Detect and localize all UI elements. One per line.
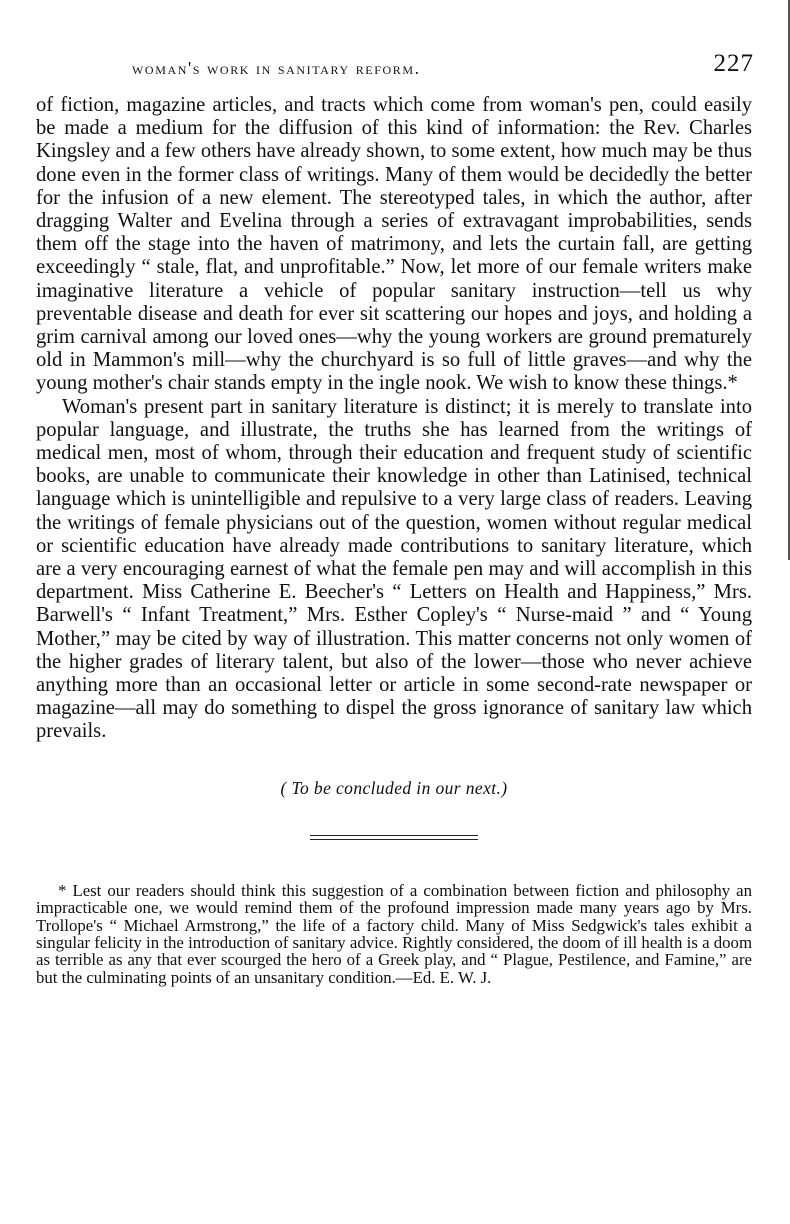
article-body — [36, 94, 752, 744]
paragraph-2: Woman's present part in sanitary literature is distinct; it is merely to translate into popular language, and illustrate, the truths she has learned from the writings of medical men, most of whom, through their education and frequent study of scientific books, are unable to communicate their knowledge in other than Latinised, technical language which is unintelligible and repulsive to a very large class of readers. Leaving the writings of female physicians out of the question, women without regular medical or scientific education have already made contributions to sanitary literature, which are a very encouraging earnest of what the female pen may and will accomplish in this department. Miss Catherine E. Beecher's “ Letters on Health and Happiness,” Mrs. Barwell's “ Infant Treatment,” Mrs. Esther Copley's “ Nurse-maid ” and “ Young Mother,” may be cited by way of illustration. This matter concerns not only women of the higher grades of literary talent, but also of the lower—those who never achieve anything more than an occasional letter or article in some second-rate newspaper or magazine—all may do something to dispel the gross ignorance of sanitary law which prevails. — [36, 395, 752, 743]
running-title: woman's work in sanitary reform. — [132, 58, 421, 78]
divider-line-bottom — [310, 839, 478, 840]
section-divider — [310, 835, 478, 840]
page — [36, 50, 752, 1003]
footnote: * Lest our readers should think this suggestion of a combination between fiction and philosophy an impracticable one, we would remind them of the profound impression made many years ago by Mrs. Trollope's “ Michael Armstrong,” the life of a factory child. Many of Miss Sedgwick's tales exhibit a singular felicity in the introduction of sanitary advice. Rightly considered, the doom of ill health is a doom as terrible as any that ever scourged the hero of a Greek play, and “ Plague, Pestilence, and Famine,” are but the culminating points of an unsanitary condition.—Ed. E. W. J. — [36, 880, 752, 987]
continued-note: ( To be concluded in our next.) — [280, 777, 508, 798]
divider-line-top — [310, 835, 478, 836]
paragraph-1: of fiction, magazine articles, and tracts which come from woman's pen, could easily be made a medium for the diffusion of this kind of information: the Rev. Charles Kingsley and a few others have already shown, to some extent, how much may be thus done even in the former class of writings. Many of them would be decidedly the better for the infusion of a new element. The stereotyped tales, in which the author, after dragging Walter and Evelina through a series of extravagant improbabilities, sends them off the stage into the haven of matrimony, and lets the curtain fall, are getting exceedingly “ stale, flat, and unprofitable.” Now, let more of our female writers make imaginative literature a vehicle of popular sanitary instruction—tell us why preventable disease and death for ever sit scattering our hopes and joys, and holding a grim carnival among our loved ones—why the young workers are ground prematurely old in Mammon's mill—why the churchyard is so full of little graves—and why the young mother's chair stands empty in the ingle nook. We wish to know these things.* — [36, 94, 752, 395]
page-number: 227 — [713, 50, 754, 77]
running-head — [36, 50, 752, 88]
